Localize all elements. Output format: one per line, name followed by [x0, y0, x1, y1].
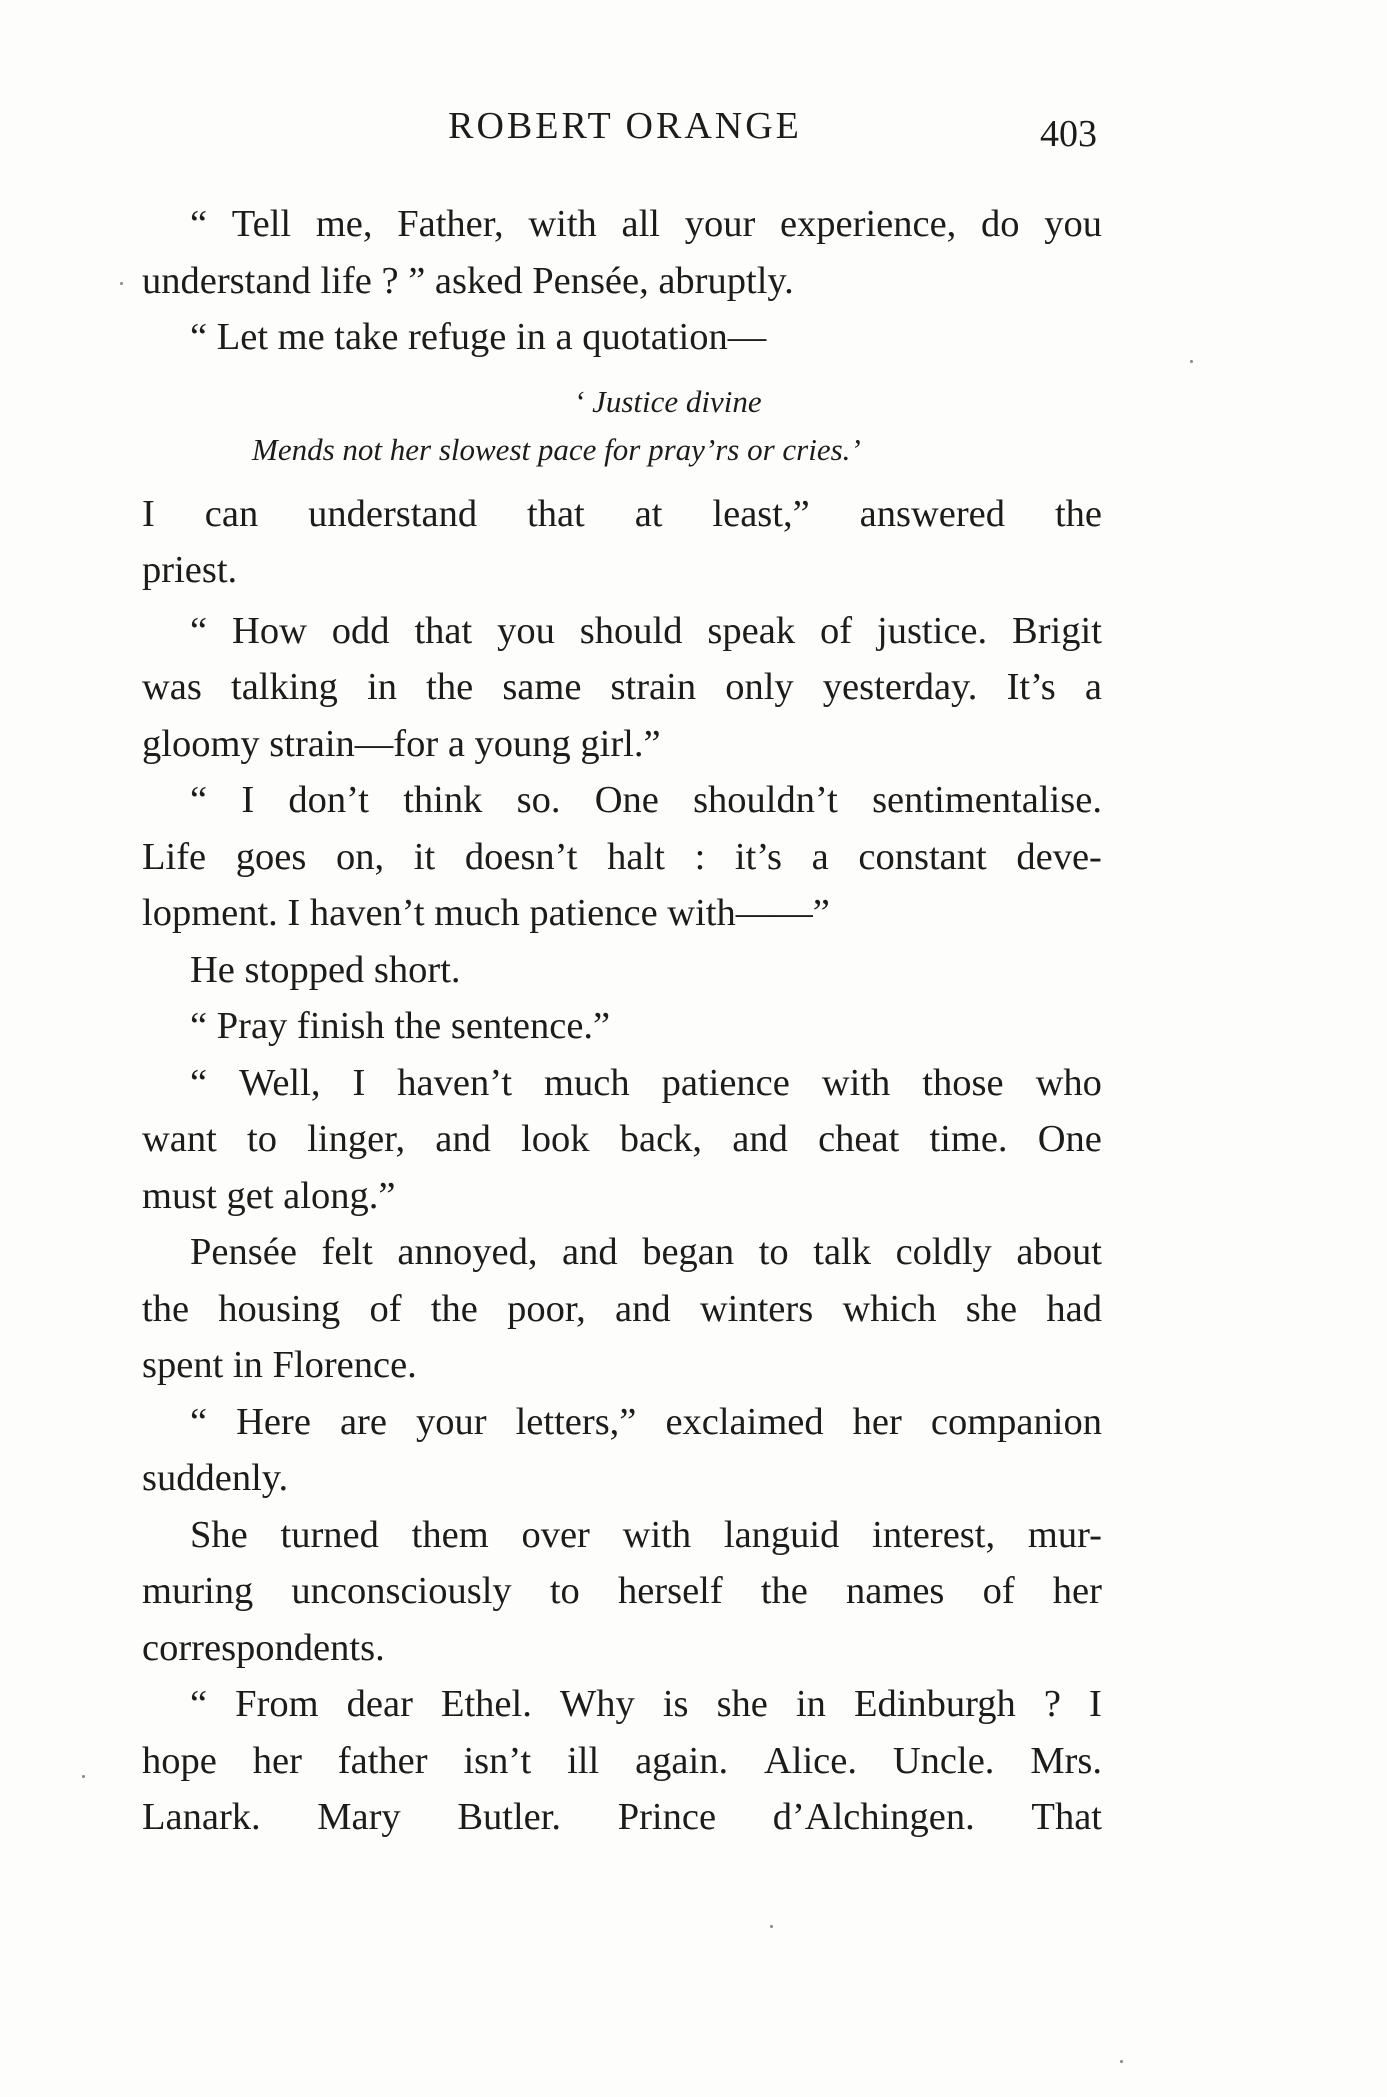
text-line: Life goes on, it doesn’t halt : it’s a constant deve- — [142, 835, 1102, 878]
text-line: the housing of the poor, and winters which she had — [142, 1287, 1102, 1330]
paper-speck — [82, 1775, 85, 1778]
text-line: must get along.” — [142, 1174, 396, 1217]
paper-speck — [1120, 2060, 1123, 2063]
body-text — [142, 196, 1102, 1846]
running-title: ROBERT ORANGE — [448, 105, 802, 147]
text-line: hope her father isn’t ill again. Alice. Uncle. Mrs. — [142, 1739, 1102, 1782]
text-line: “ Pray finish the sentence.” — [190, 1005, 611, 1047]
text-line: understand life ? ” asked Pensée, abruptly. — [142, 259, 794, 302]
text-line: suddenly. — [142, 1457, 289, 1499]
text-line: correspondents. — [142, 1626, 385, 1669]
verse-line: ‘ Justice divine — [574, 383, 762, 419]
page-number: 403 — [1040, 113, 1097, 155]
text-line: was talking in the same strain only yesterday. It’s a — [142, 666, 1102, 708]
text-line: “ Let me take refuge in a quotation— — [190, 316, 767, 358]
text-line: “ I don’t think so. One shouldn’t sentimentalise. — [190, 779, 1102, 821]
text-line: Lanark. Mary Butler. Prince d’Alchingen. That — [142, 1796, 1102, 1838]
paper-speck — [770, 1925, 773, 1928]
text-line: lopment. I haven’t much patience with——” — [142, 892, 830, 934]
text-line: gloomy strain—for a young girl.” — [142, 722, 661, 765]
text-line: “ Well, I haven’t much patience with those who — [190, 1061, 1102, 1104]
text-line: “ Here are your letters,” exclaimed her companion — [190, 1400, 1102, 1443]
verse-line: Mends not her slowest pace for pray’rs or cries.’ — [252, 431, 861, 467]
text-line: muring unconsciously to herself the names of her — [142, 1570, 1102, 1612]
text-line: priest. — [142, 549, 238, 591]
text-line: She turned them over with languid interest, mur- — [190, 1513, 1102, 1556]
text-line: spent in Florence. — [142, 1344, 417, 1386]
text-line: want to linger, and look back, and cheat time. One — [142, 1118, 1102, 1160]
text-line: “ How odd that you should speak of justice. Brigit — [190, 609, 1102, 652]
text-line: I can understand that at least,” answered the — [142, 492, 1102, 535]
text-line: He stopped short. — [190, 948, 461, 991]
text-line: “ Tell me, Father, with all your experience, do you — [190, 203, 1102, 245]
paper-speck — [120, 282, 123, 285]
text-line: Pensée felt annoyed, and began to talk coldly about — [190, 1231, 1102, 1273]
text-line: “ From dear Ethel. Why is she in Edinburgh ? I — [190, 1683, 1102, 1725]
paper-speck — [1190, 360, 1193, 363]
